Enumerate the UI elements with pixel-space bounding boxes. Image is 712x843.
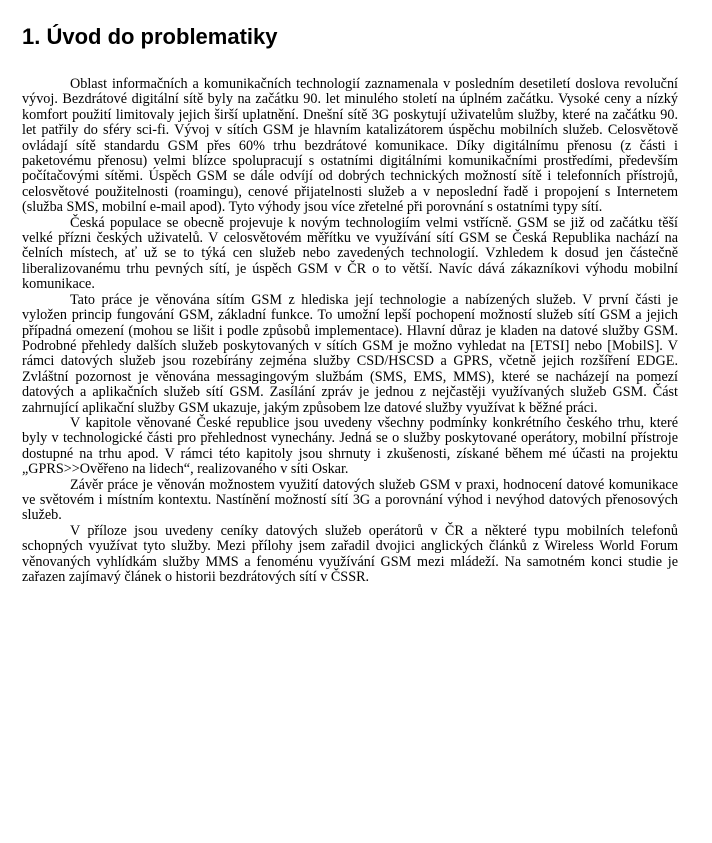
paragraph-intro: Oblast informačních a komunikačních technologií zaznamenala v posledním desetiletí doslova revoluční vývoj. Bezdrátové digitální sítě byly na začátku 90. let minulého století na úplném začátku. Vysoké ceny a nízký komfort použití limitovaly jejich širší uplatnění. Dnešní sítě 3G poskytují uživatelům služby, které na začátku 90. let patřily do sféry sci-fi. Vývoj v sítích GSM je hlavním katalizátorem úspěchu mobilních služeb. Celosvětově ovládají sítě standardu GSM přes 60% trhu bezdrátové komunikace. Díky digitálnímu přenosu (z části i paketovému přenosu) velmi blízce spolupracují s ostatními digitálními komunikačními prostředími, především počítačovými sítěmi. Úspěch GSM se dále odvíjí od dobrých technických možností sítě i telefonních přístrojů, celosvětové použitelnosti (roamingu), cenové přijatelnosti služeb a v neposlední řadě i propojení s Internetem (služba SMS, mobilní e-mail apod). Tyto výhody jsou více zřetelné při porovnání s ostatními typy sítí. [22,76,678,216]
paragraph-appendix: V příloze jsou uvedeny ceníky datových služeb operátorů v ČR a některé typu mobilních telefonů schopných využívat tyto služby. Mezi přílohy jsem zařadil dvojici anglických článků z Wireless World Forum věnovaných vyhlídkám služby MMS a fenoménu využívání GSM mezi mládeží. Na samotném konci studie je zařazen zajímavý článek o historii bezdrátových sítí v ČSSR. [22,522,678,585]
paragraph-czech-republic: V kapitole věnované České republice jsou uvedeny všechny podmínky konkrétního českého trhu, které byly v technologické části pro přehlednost vynechány. Jedná se o služby poskytované operátory, mobilní přístroje dostupné na trhu apod. V rámci této kapitoly jsou shrnuty i zkušenosti, získané během mé účasti na projektu „GPRS>>Ověřeno na lidech“, realizovaného v síti Oskar. [22,414,678,478]
paragraph-work-scope: Tato práce je věnována sítím GSM z hlediska její technologie a nabízených služeb. V první části je vyložen princip fungování GSM, základní funkce. To umožní lepší pochopení možností služeb sítí GSM a jejich případná omezení (mohou se lišit i podle způsobů implementace). Hlavní důraz je kladen na datové služby GSM. Podrobné přehledy dalších služeb poskytovaných v sítích GSM je možno vyhledat na [ETSI] nebo [MobilS]. V rámci datových služeb jsou rozebírány zejména služby CSD/HSCSD a GPRS, včetně jejich rozšíření EDGE. Zvláštní pozornost je věnována messagingovým službám (SMS, EMS, MMS), které se nacházejí na pomezí datových a aplikačních služeb sítí GSM. Zasílání zpráv je jednou z nejčastěji využívaných služeb GSM. Část zahrnující aplikační služby GSM ukazuje, jakým způsobem lze datové služby využívat k běžné práci. [22,291,678,416]
paragraph-conclusion: Závěr práce je věnován možnostem využití datových služeb GSM v praxi, hodnocení datové komunikace ve světovém i místním kontextu. Nastínění možností sítí 3G a porovnání výhod i nevýhod datových přenosových služeb. [22,476,678,524]
paragraph-czech-population: Česká populace se obecně projevuje k novým technologiím velmi vstřícně. GSM se již od začátku těší velké přízni českých uživatelů. V celosvětovém měřítku ve využívání sítí GSM se Česká Republika nachází na čelních místech, ať už se to týká cen služeb nebo zavedených technologií. Vzhledem k dosud jen částečně liberalizovanému trhu pevných sítí, je úspěch GSM v ČR o to větší. Navíc dává zákazníkovi výhodu mobilní komunikace. [22,214,678,293]
chapter-heading: 1. Úvod do problematiky [22,24,278,49]
chapter-body [22,77,678,585]
document-page [22,22,678,585]
